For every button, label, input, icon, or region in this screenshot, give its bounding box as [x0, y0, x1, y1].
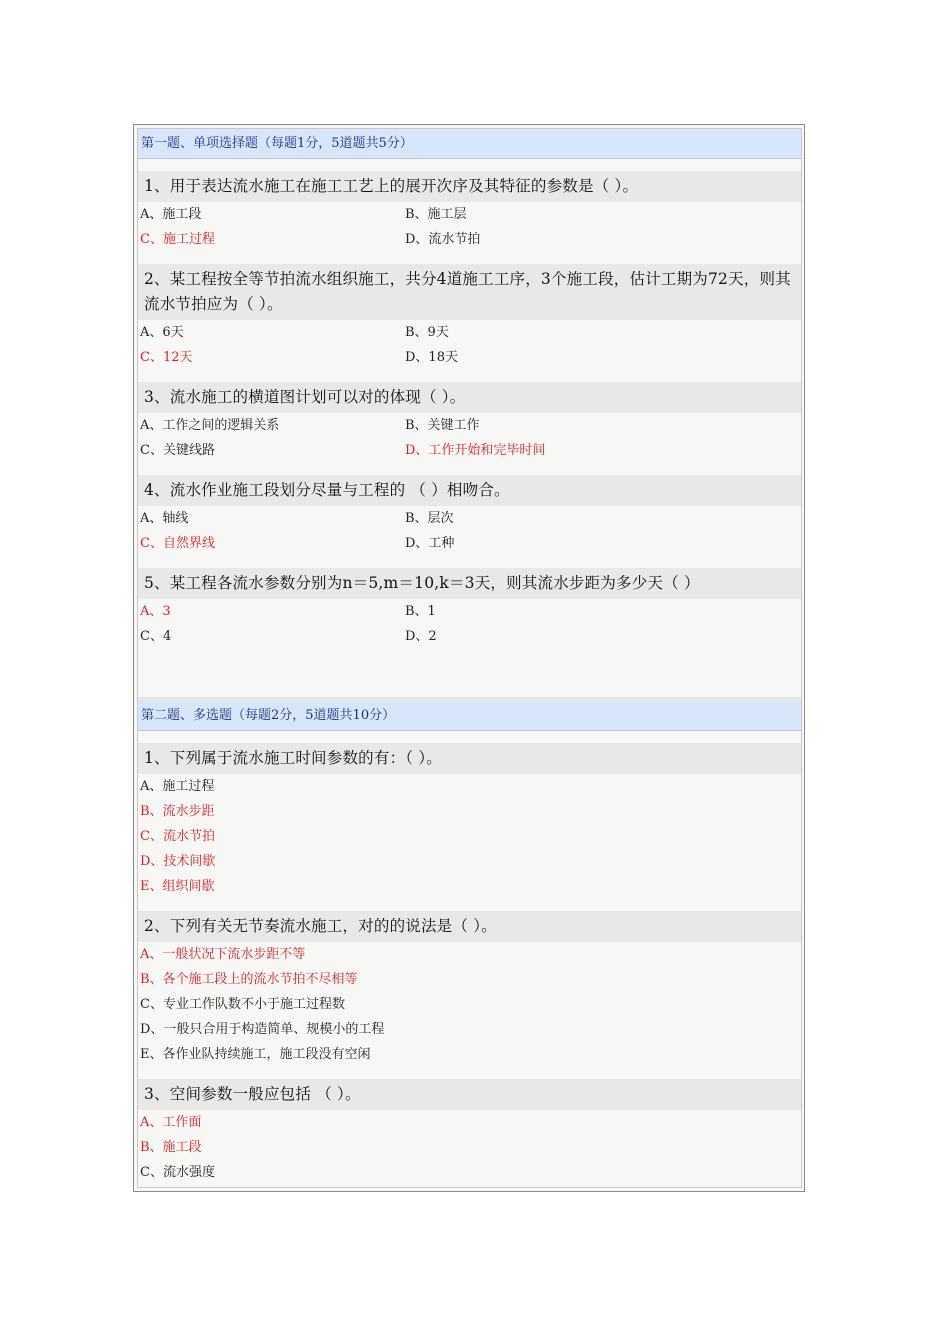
option[interactable]: B、关键工作 [405, 418, 480, 433]
option-correct[interactable]: C、流水节拍 [140, 829, 215, 844]
question [138, 475, 801, 568]
option-correct[interactable]: A、工作面 [140, 1115, 202, 1130]
option[interactable]: A、工作之间的逻辑关系 [140, 418, 280, 433]
option[interactable]: C、流水强度 [140, 1165, 215, 1180]
option[interactable]: D、2 [405, 629, 437, 644]
option-correct[interactable]: C、施工过程 [140, 232, 215, 247]
option[interactable]: B、层次 [405, 511, 454, 526]
question [138, 264, 801, 382]
option-correct[interactable]: A、3 [140, 604, 171, 619]
option[interactable]: D、18天 [405, 350, 458, 365]
option-correct[interactable]: A、一般状况下流水步距不等 [140, 947, 306, 962]
option[interactable]: E、各作业队持续施工，施工段没有空闲 [140, 1047, 371, 1062]
option[interactable]: D、一般只合用于构造简单、规模小的工程 [140, 1022, 385, 1037]
option[interactable]: D、流水节拍 [405, 232, 481, 247]
option-correct[interactable]: B、流水步距 [140, 804, 215, 819]
option[interactable]: B、施工层 [405, 207, 467, 222]
option[interactable]: C、4 [140, 629, 172, 644]
option[interactable]: B、9天 [405, 325, 449, 340]
option-correct[interactable]: E、组织间歇 [140, 879, 215, 894]
option[interactable]: C、关键线路 [140, 443, 215, 458]
exam-frame [133, 124, 805, 1192]
section1-header: 第一题、单项选择题（每题1分，5道题共5分） [138, 129, 801, 159]
question [138, 911, 801, 1079]
exam-inner [137, 128, 802, 1188]
option[interactable]: C、专业工作队数不小于施工过程数 [140, 997, 345, 1012]
option-correct[interactable]: B、各个施工段上的流水节拍不尽相等 [140, 972, 358, 987]
question [138, 1079, 801, 1187]
question-text: 1、用于表达流水施工在施工工艺上的展开次序及其特征的参数是（ ）。 [138, 171, 801, 202]
option[interactable]: A、施工段 [140, 207, 202, 222]
question-text: 1、下列属于流水施工时间参数的有：（ ）。 [138, 743, 801, 774]
question [138, 382, 801, 475]
option[interactable]: A、施工过程 [140, 779, 215, 794]
question-text: 2、某工程按全等节拍流水组织施工，共分4道施工工序，3个施工段，估计工期为72天，则其流水节拍应为（ ）。 [138, 264, 801, 320]
question-text: 3、流水施工的横道图计划可以对的体现（ ）。 [138, 382, 801, 413]
option[interactable]: A、轴线 [140, 511, 189, 526]
option-correct[interactable]: B、施工段 [140, 1140, 202, 1155]
question-text: 2、下列有关无节奏流水施工，对的的说法是（ ）。 [138, 911, 801, 942]
section2-header: 第二题、多选题（每题2分，5道题共10分） [138, 701, 801, 731]
option[interactable]: A、6天 [140, 325, 184, 340]
option-correct[interactable]: C、自然界线 [140, 536, 215, 551]
question-text: 3、空间参数一般应包括 （ ）。 [138, 1079, 801, 1110]
option[interactable]: D、工种 [405, 536, 455, 551]
question [138, 743, 801, 911]
option-correct[interactable]: C、12天 [140, 350, 193, 365]
question [138, 171, 801, 264]
question-text: 5、某工程各流水参数分别为n＝5,m＝10,k＝3天，则其流水步距为多少天（ ） [138, 568, 801, 599]
question [138, 568, 801, 661]
option-correct[interactable]: D、工作开始和完毕时间 [405, 443, 546, 458]
question-text: 4、流水作业施工段划分尽量与工程的 （ ）相吻合。 [138, 475, 801, 506]
option[interactable]: B、1 [405, 604, 436, 619]
option-correct[interactable]: D、技术间歇 [140, 854, 216, 869]
